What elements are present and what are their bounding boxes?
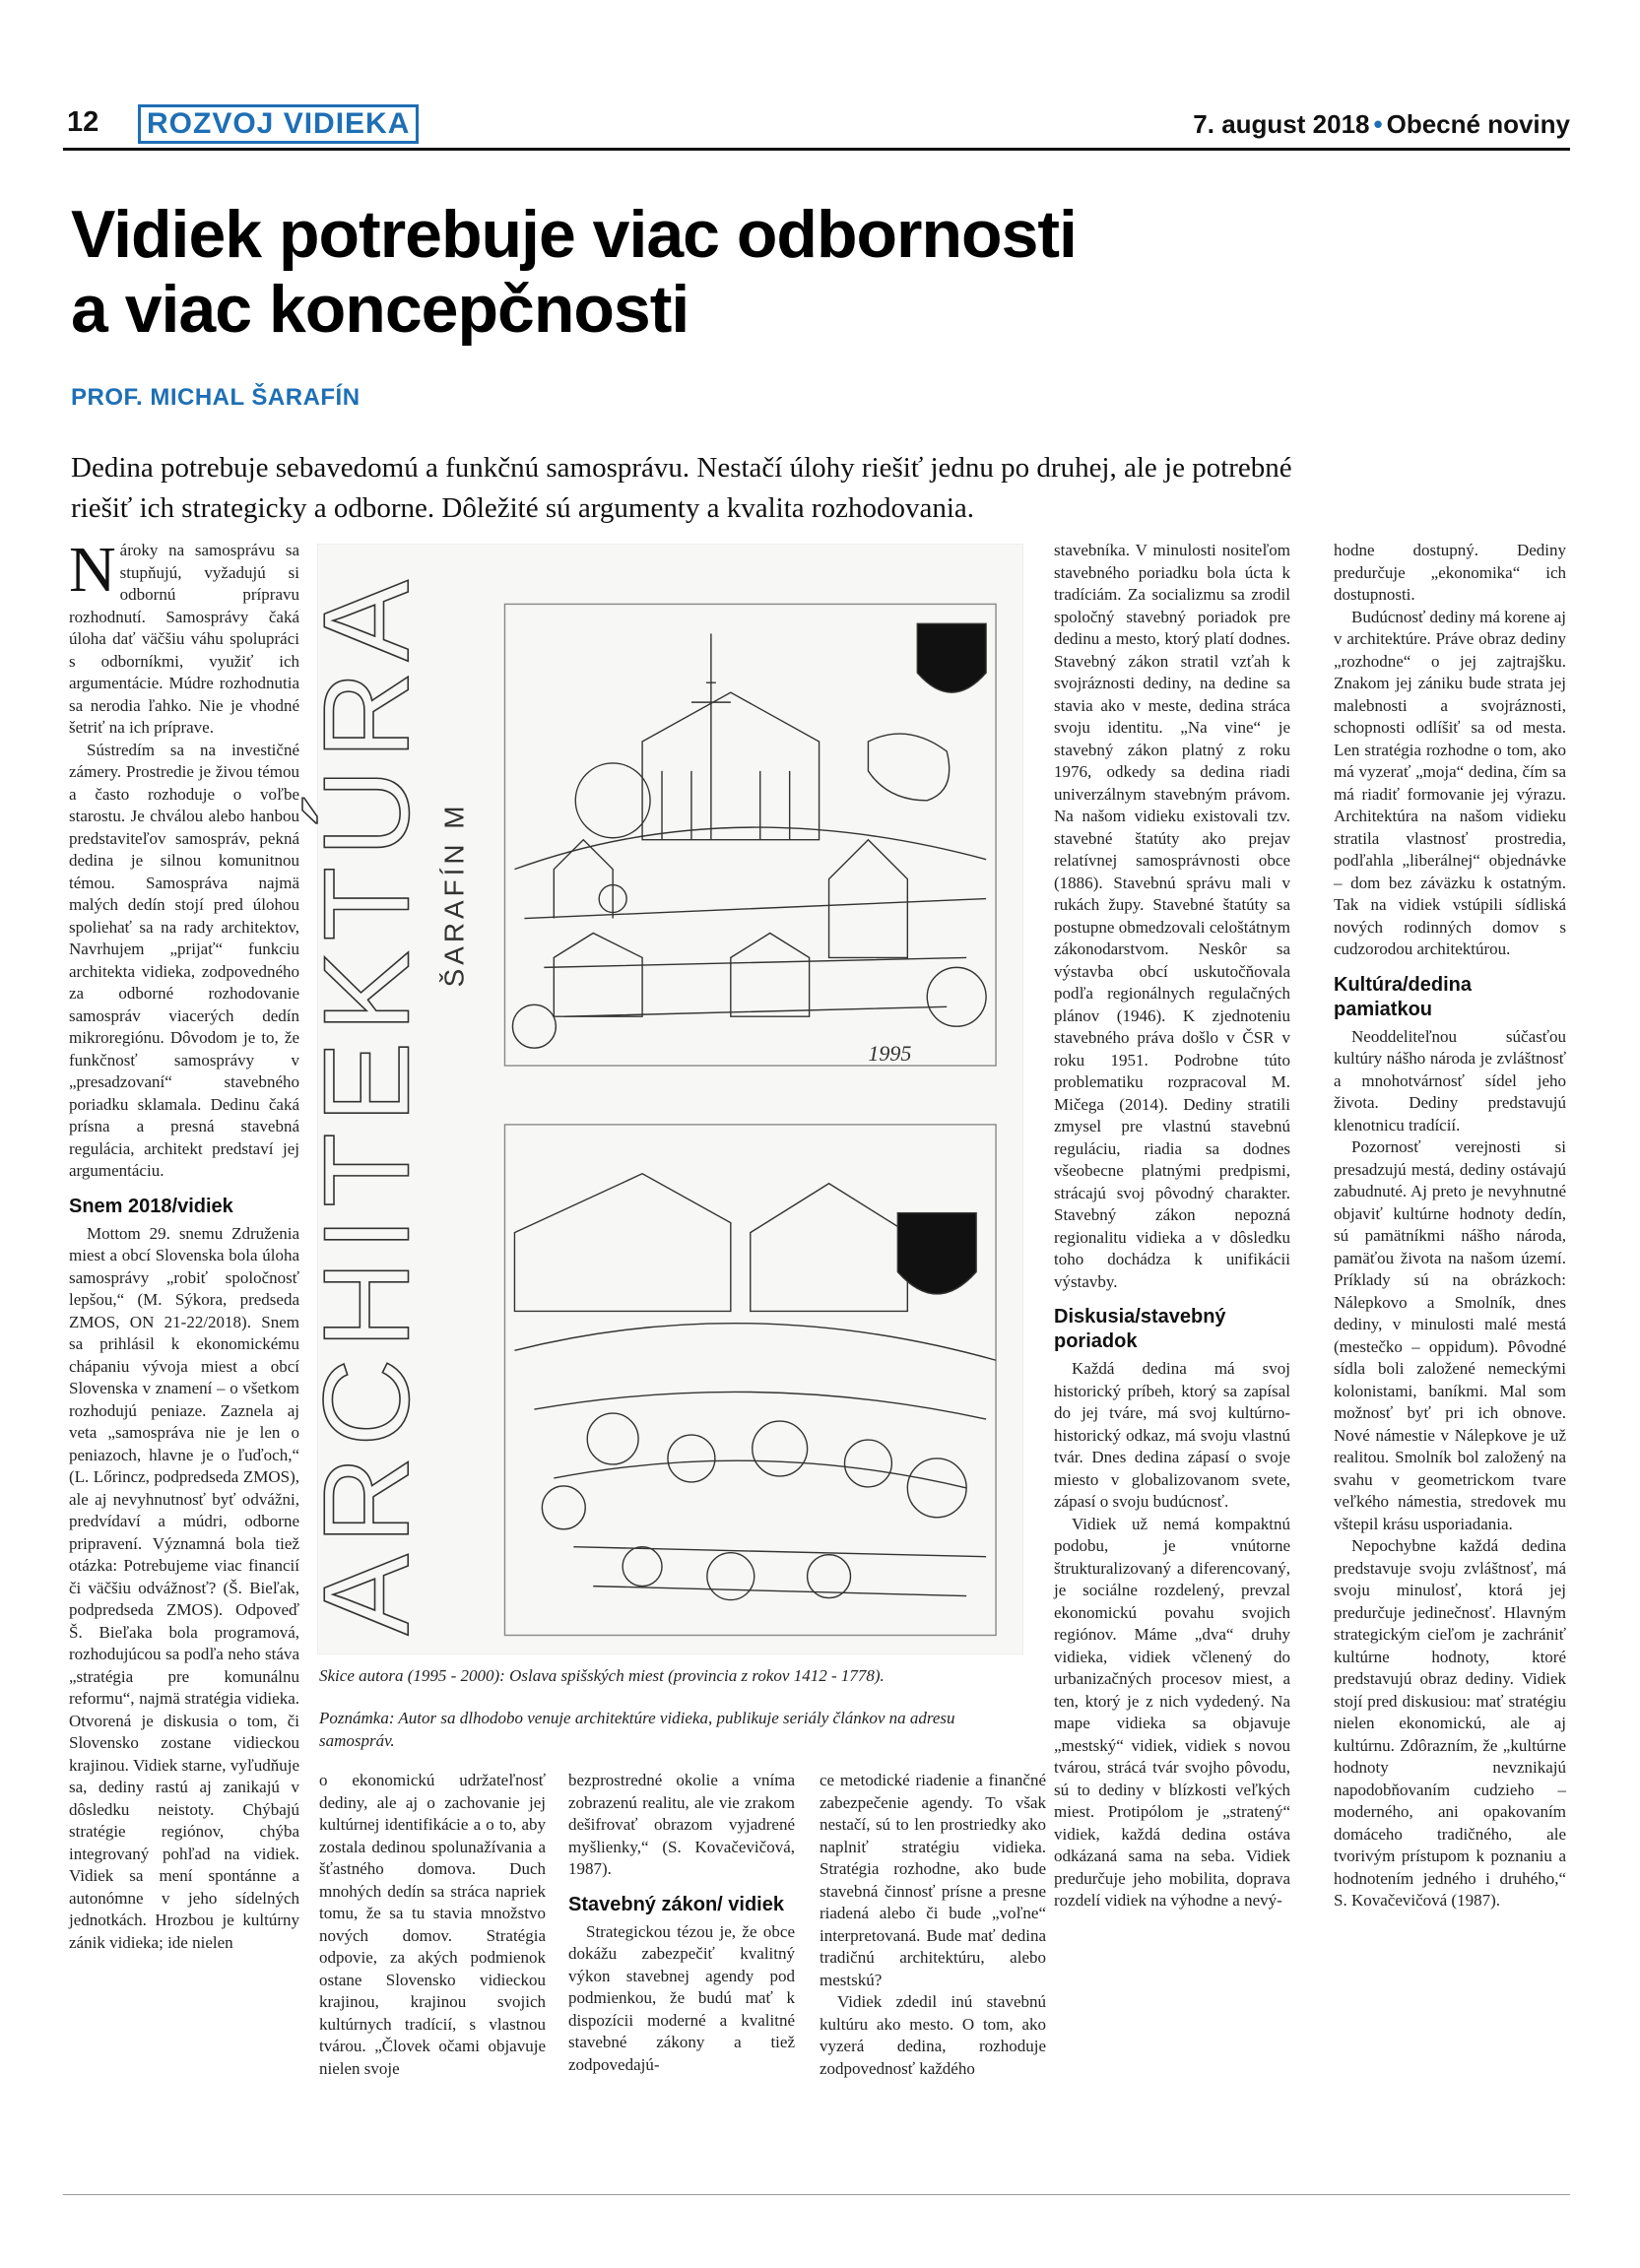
headline-line: Vidiek potrebuje viac odbornosti [71, 197, 1077, 272]
architecture-sketch [298, 545, 1022, 1653]
paragraph: Strategickou tézou je, že obce dokážu zabezpečiť kvalitný výkon stavebnej agendy pod podmienkou, že budú mať k dispozícii moderné a kvalitné stavebné zákony a tiež zodpovedajú- [568, 1921, 795, 2074]
author: PROF. MICHAL ŠARAFÍN [71, 384, 361, 411]
headline [71, 197, 1548, 347]
paragraph: bezprostredné okolie a vníma zobrazenú realitu, ale vie zrakom dešifrovať obrazom vyjadrené myšlienky,“ (S. Kovačevičová, 1987). [568, 1771, 795, 1878]
issue-date: 7. august 2018 [1193, 109, 1370, 139]
paragraph: Vidiek už nemá kompaktnú podobu, je vnútorne štrukturalizovaný a diferencovaný, je sociálne rozdelený, prevzal ekonomickú povahu svojich regiónov. Máme „dva“ druhy vidieka, vidiek včlenený do urbanizačných procesov miest, a ten, ktorý je z nich vydedený. Na mape vidieka sa objavuje „mestský“ vidiek, vidiek s novou tvárou, strácá tvár svojho pôvodu, sú to dediny v blízkosti veľkých miest. Protipólom je „stratený“ vidiek, každá dedina ostáva odkázaná sama na seba. Vidiek predurčuje jeho mobilita, doprava rozdelí vidiek na výhodne a nevý- [1054, 1514, 1290, 1910]
headline-line: a viac koncepčnosti [71, 272, 689, 347]
column-2 [319, 1770, 546, 2098]
paragraph: ce metodické riadenie a finančné zabezpečenie agendy. To však nestačí, sú to len prostriedky ako naplniť stratégiu vidieka. Stratégia rozhodne, ako bude stavebná činnosť prísne a presne riadená alebo či bude „voľne“ interpretovaná. Bude mať dedina tradičnú architektúru, alebo mestskú? [820, 1771, 1046, 1989]
paragraph: Každá dedina má svoj historický príbeh, ktorý sa zapísal do jej tváre, má svoj kultúrno-historický odkaz, má svoju vlastnú tvár. Dnes dedina zápasí o svoje miesto v globalizovanom svete, zápasí o svoju budúcnosť. [1054, 1359, 1290, 1511]
paragraph: hodne dostupný. Dediny predurčuje „ekonomika“ ich dostupnosti. [1334, 541, 1566, 604]
paragraph: Mottom 29. snemu Združenia miest a obcí Slovenska bola úloha samosprávy „robiť spoločnosť lepšou,“ (M. Sýkora, predseda ZMOS, ON 21-22/2018). Snem sa prihlásil k ekonomickému chápaniu vývoja miest a obcí Slovenska v znamení – o všetkom rozhodujú peniaze. Zaznela aj veta „samospráva nie je len o peniazoch, hlavne je o ľuďoch,“ (L. Lőrincz, podpredseda ZMOS), ale aj nevyhnutnosť byť odvážni, predvídaví a múdri, odborne pripravení. Významná bola tiež otázka: Potrebujeme viac financií či väčšiu odvážnosť? (Š. Bieľak, podpredseda ZMOS). Odpoveď Š. Bieľaka bola programová, rozhodujúcou sa podľa neho stáva „stratégia pre komunálnu reformu“, najmä stratégia vidieka. Otvorená je diskusia o tom, či Slovensko zostane vidieckou krajinou. Vidiek starne, vyľudňuje sa, dediny rastú aj zanikajú v dôsledku neistoty. Chýbajú stratégie regiónov, chýba integrovaný pohľad na vidiek. Vidiek sa mení spontánne a autonómne v jeho sídelných jednotkách. Hrozbou je kultúrny zánik vidieka; ide nielen [69, 1223, 299, 1952]
paragraph: Budúcnosť dediny má korene aj v architektúre. Práve obraz dediny „rozhodne“ o jej zajtrajšku. Znakom jej zániku bude strata jej malebnosti a svojráznosti, schopnosti odlíšiť sa od mesta. Len stratégia rozhodne o tom, ako má vyzerať „moja“ dedina, čím sa má riadiť formovanie jej výrazu. Architektúra na našom vidieku stratila vlastnosť prostredia, podľahla „liberálnej“ objednávke – dom bez záväzku k ostatným. Tak na vidiek vstúpili sídliská nových rodinných domov s cudzorodou architektúrou. [1334, 607, 1566, 958]
page-number: 12 [67, 106, 99, 138]
sketch-signature: ŠARAFÍN M [438, 802, 470, 988]
footer-rule [63, 2194, 1570, 2195]
paragraph: Pozornosť verejnosti si presadzujú mestá, dediny ostávajú zabudnuté. Aj preto je nevyhnutné objaviť kultúrne hodnoty dedín, sú pamätníkmi nášho národa, pamäťou života na našom území. Príklady sú na obrázkoch: Nálepkovo a Smolník, dnes dediny, v minulosti malé mestá (mestečko – oppidum). Pôvodné sídla boli založené nemeckými kolonistami, baníkmi. Mal som možnosť byť pri ich obnove. Nové námestie v Nálepkove je už realitou. Smolník bol založený na svahu v geometrickom tvare veľkého námestia, stredovek mu vštepil krásu usporiadania. [1334, 1137, 1566, 1533]
sketch-figure [298, 544, 1023, 1654]
drop-cap: N [69, 534, 116, 606]
header-rule [63, 148, 1570, 151]
paragraph: Neoddeliteľnou súčasťou kultúry nášho národa je zvláštnosť a mnohotvárnosť sídel jeho života. Dediny predstavujú klenotnicu tradícií. [1334, 1026, 1566, 1134]
paragraph: Vidiek zdedil inú stavebnú kultúru ako mesto. O tom, ako vyzerá dedina, rozhoduje zodpovednosť každého [820, 1992, 1046, 2078]
lead-line: riešiť ich strategicky a odborne. Dôležité sú argumenty a kvalita rozhodovania. [71, 492, 974, 524]
figure-note: Poznámka: Autor sa dlhodobo venuje architektúre vidieka, publikuje seriály článkov na adresu samospráv. [319, 1709, 955, 1750]
section-label: ROZVOJ VIDIEKA [138, 104, 419, 144]
paragraph: o ekonomickú udržateľnosť dediny, ale aj o zachovanie jej kultúrnej identifikácie a o to, aby zostala dedinou spolunažívania a šťastného domova. Duch mnohých dedín sa stráca napriek tomu, že sa tu stavia množstvo nových domov. Stratégia odpovie, za akých podmienok ostane Slovensko vidieckou krajinou, krajinou svojich kultúrnych tradícií, s vlastnou tvárou. „Človek očami objavuje nielen svoje [319, 1771, 546, 2078]
column-3 [568, 1770, 795, 2098]
column-5 [1054, 540, 1290, 2098]
figure-caption: Skice autora (1995 - 2000): Oslava spišských miest (provincia z rokov 1412 - 1778). [319, 1666, 885, 1685]
paragraph [69, 534, 299, 740]
column-1 [69, 534, 299, 2098]
subheading: Snem 2018/vidiek [69, 1195, 233, 1217]
dateline [1193, 109, 1570, 140]
sketch-vertical-text: ARCHITEKTÚRA [298, 570, 435, 1636]
subheading: Stavebný zákon/ vidiek [568, 1893, 784, 1915]
column-4 [820, 1770, 1046, 2098]
paragraph: Sústredím sa na investičné zámery. Prostredie je živou témou a často rozhoduje o voľbe starostu. Je chválou alebo hanbou predstaviteľov samospráv, pekná dedina je silnou komunitnou témou. Samospráva najmä malých dedín stojí pred úlohou spoliehať sa na rady architektov, Navrhujem „prijať“ funkciu architekta vidieka, zodpovedného za odborné rozhodovanie samospráv viacerých dedín mikroregiónu. Dôvodom je to, že funkčnosť samosprávy v „presadzovaní“ stavebného poriadku sklamala. Dedinu čaká prísna a presná stavebná regulácia, architekt predstaví jej argumentáciu. [69, 740, 299, 1180]
subheading: Kultúra/dedina pamiatkou [1334, 973, 1473, 1020]
bullet-icon: • [1373, 109, 1383, 139]
page-header [63, 106, 1570, 146]
paragraph-text: ároky na samosprávu sa stupňujú, vyžadujú si odbornú prípravu rozhodnutí. Samosprávy čaká úloha dať väčšiu váhu spolupráci s odborníkmi, využiť ich argumentácie. Múdre rozhodnutia sa nerodia ľahko. Nie je vhodné šetriť na ich príprave. [69, 541, 299, 737]
lead-line: Dedina potrebuje sebavedomú a funkčnú samosprávu. Nestačí úlohy riešiť jednu po druhej, ale je potrebné [71, 452, 1292, 484]
subheading: Diskusia/stavebný poriadok [1054, 1306, 1226, 1352]
paragraph: stavebníka. V minulosti nositeľom stavebného poriadku bola úcta k tradíciám. Za socializmu sa zrodil spoločný stavebný poriadok pre dedinu a mesto, ktorý platí dodnes. Stavebný zákon stratil vzťah k svojráznosti dediny, na dedine sa stavia ako v meste, dedina stráca svoju identitu. „Na vine“ je stavebný zákon platný z roku 1976, odkedy sa dedina riadi univerzálnym stavebným právom. Na našom vidieku existovali tzv. stavebné štatúty ako prejav relatívnej samosprávnosti obce (1886). Stavebnú správu mali v rukách župy. Stavebné štatúty sa postupne obmedzovali celoštátnym zákonodarstvom. Neskôr sa výstavba obcí uskutočňovala podľa regionálnych regulačných plánov (1946). K zjednoteniu stavebného práva došlo v ČSR v roku 1951. Podrobne túto problematiku rozpracoval M. Mičega (2014). Dediny stratili zmysel pre vlastnú stavebnú reguláciu, riadia sa dodnes všeobecne platnými predpismi, strácajú svoj pôvodný charakter. Stavebný zákon nepozná regionalitu vidieka a v dôsledku toho dochádza k unifikácii výstavby. [1054, 541, 1290, 1291]
sketch-date-mark: 1995 [868, 1041, 912, 1067]
column-6 [1334, 540, 1566, 2098]
paragraph: Nepochybne každá dedina predstavuje svoju zvláštnosť, má svoju minulosť, ktorá jej predurčuje jedinečnosť. Hlavným strategickým cieľom je zachrániť kultúrne hodnoty, ktoré predstavujú obraz dediny. Vidiek stojí pred diskusiou: mať stratégiu nielen ekonomickú, ale aj kultúrnu. Zdôrazním, že „kultúrne hodnoty nevznikajú napodobňovaním cudzieho – moderného, ani opakovaním domáceho tradičného, ale tvorivým prístupom k poznaniu a hodnotením jedného i druhého,“ S. Kovačevičová (1987). [1334, 1536, 1566, 1910]
lead-paragraph [71, 448, 1568, 529]
paper-name: Obecné noviny [1386, 109, 1570, 139]
